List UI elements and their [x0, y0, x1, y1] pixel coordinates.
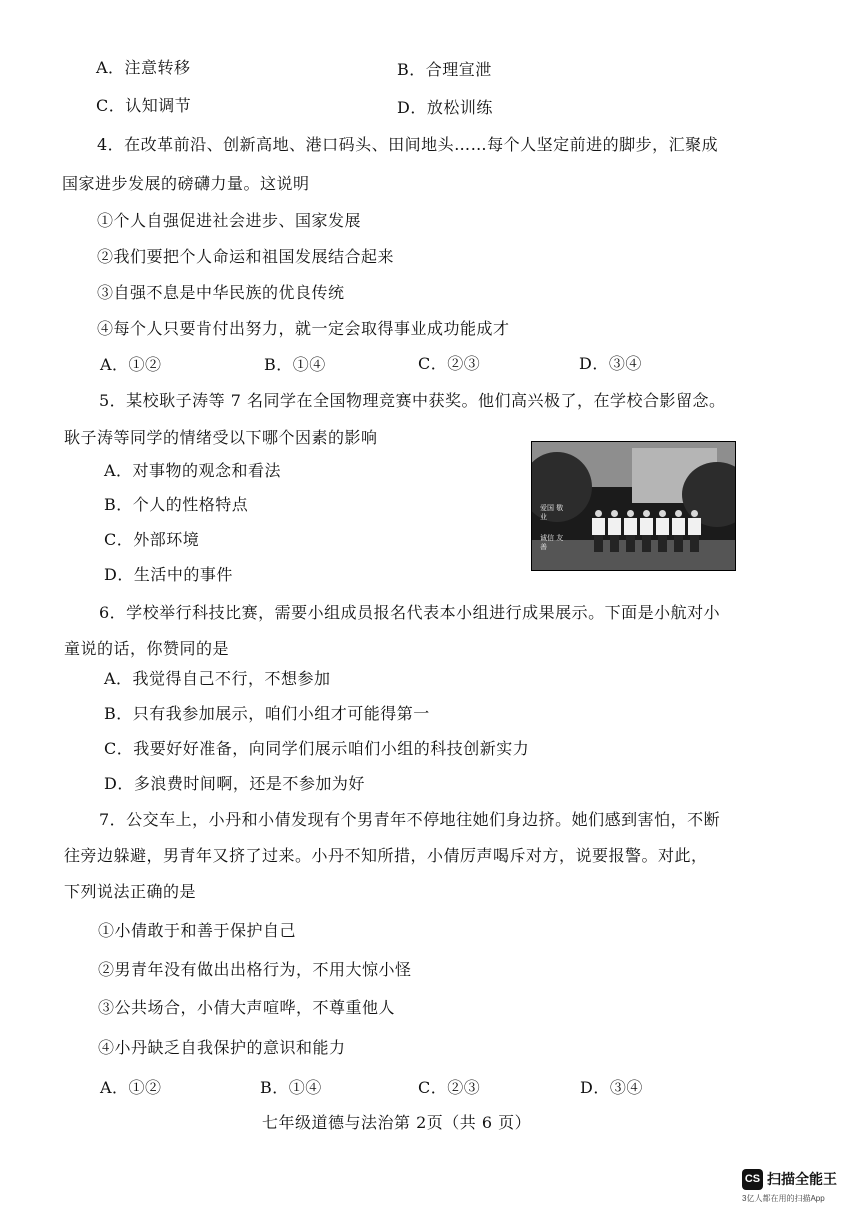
q5-option-a: A．对事物的观念和看法	[104, 461, 282, 480]
q4-stem-line1: 4．在改革前沿、创新高地、港口码头、田间地头……每个人坚定前进的脚步，汇聚成	[97, 135, 719, 154]
q7-item-4: ④小丹缺乏自我保护的意识和能力	[98, 1038, 346, 1057]
q3-option-c: C．认知调节	[96, 96, 192, 115]
q7-stem-line1: 7．公交车上，小丹和小倩发现有个男青年不停地往她们身边挤。她们感到害怕，不断	[99, 810, 721, 829]
q4-item-3: ③自强不息是中华民族的优良传统	[97, 283, 345, 302]
q7-option-a: A．①②	[100, 1078, 162, 1097]
q7-item-1: ①小倩敢于和善于保护自己	[98, 921, 297, 940]
q7-item-3: ③公共场合，小倩大声喧哗，不尊重他人	[98, 998, 396, 1017]
q4-option-b: B．①④	[264, 355, 326, 374]
q5-option-c: C．外部环境	[104, 530, 200, 549]
q6-option-d: D．多浪费时间啊，还是不参加为好	[104, 774, 365, 793]
photo-student	[672, 510, 685, 552]
photo-student	[592, 510, 605, 552]
q3-option-a: A．注意转移	[96, 58, 191, 77]
photo-sign-left-2: 诚信 友善	[540, 534, 564, 551]
q3-option-b: B．合理宣泄	[397, 60, 492, 79]
photo-student	[688, 510, 701, 552]
q3-option-d: D．放松训练	[397, 98, 493, 117]
photo-student	[608, 510, 621, 552]
q6-stem-line2: 童说的话，你赞同的是	[64, 639, 230, 658]
q6-stem-line1: 6．学校举行科技比赛，需要小组成员报名代表本小组进行成果展示。下面是小航对小	[99, 603, 721, 622]
q4-option-d: D．③④	[579, 354, 642, 373]
q7-item-2: ②男青年没有做出出格行为，不用大惊小怪	[98, 960, 412, 979]
scanner-tagline: 3亿人都在用的扫描App	[742, 1194, 825, 1203]
q7-stem-line3: 下列说法正确的是	[64, 882, 197, 901]
q5-stem-line1: 5．某校耿子涛等 7 名同学在全国物理竞赛中获奖。他们高兴极了，在学校合影留念。	[99, 391, 726, 410]
q4-option-c: C．②③	[418, 354, 481, 373]
q6-option-a: A．我觉得自己不行，不想参加	[104, 669, 331, 688]
page-footer: 七年级道德与法治第 2页（共 6 页）	[262, 1113, 532, 1132]
q6-option-b: B．只有我参加展示，咱们小组才可能得第一	[104, 704, 430, 723]
q5-option-b: B．个人的性格特点	[104, 495, 249, 514]
photo-student	[640, 510, 653, 552]
q4-stem-line2: 国家进步发展的磅礴力量。这说明	[62, 174, 310, 193]
q4-item-4: ④每个人只要肯付出努力，就一定会取得事业成功能成才	[97, 319, 510, 338]
scanner-app-name: 扫描全能王	[767, 1171, 837, 1187]
q4-item-2: ②我们要把个人命运和祖国发展结合起来	[97, 247, 395, 266]
q4-item-1: ①个人自强促进社会进步、国家发展	[97, 211, 362, 230]
photo-student	[656, 510, 669, 552]
q7-stem-line2: 往旁边躲避，男青年又挤了过来。小丹不知所措，小倩厉声喝斥对方，说要报警。对此，	[64, 846, 708, 865]
q7-option-b: B．①④	[260, 1078, 322, 1097]
q5-option-d: D．生活中的事件	[104, 565, 233, 584]
q7-option-d: D．③④	[580, 1078, 643, 1097]
group-photo	[531, 441, 736, 571]
photo-student	[624, 510, 637, 552]
q6-option-c: C．我要好好准备，向同学们展示咱们小组的科技创新实力	[104, 739, 530, 758]
q4-option-a: A．①②	[100, 355, 162, 374]
q7-option-c: C．②③	[418, 1078, 481, 1097]
q5-stem-line2: 耿子涛等同学的情绪受以下哪个因素的影响	[64, 428, 378, 447]
photo-sign-left-1: 爱国 敬业	[540, 504, 564, 521]
scanner-logo-icon: CS	[742, 1169, 763, 1190]
